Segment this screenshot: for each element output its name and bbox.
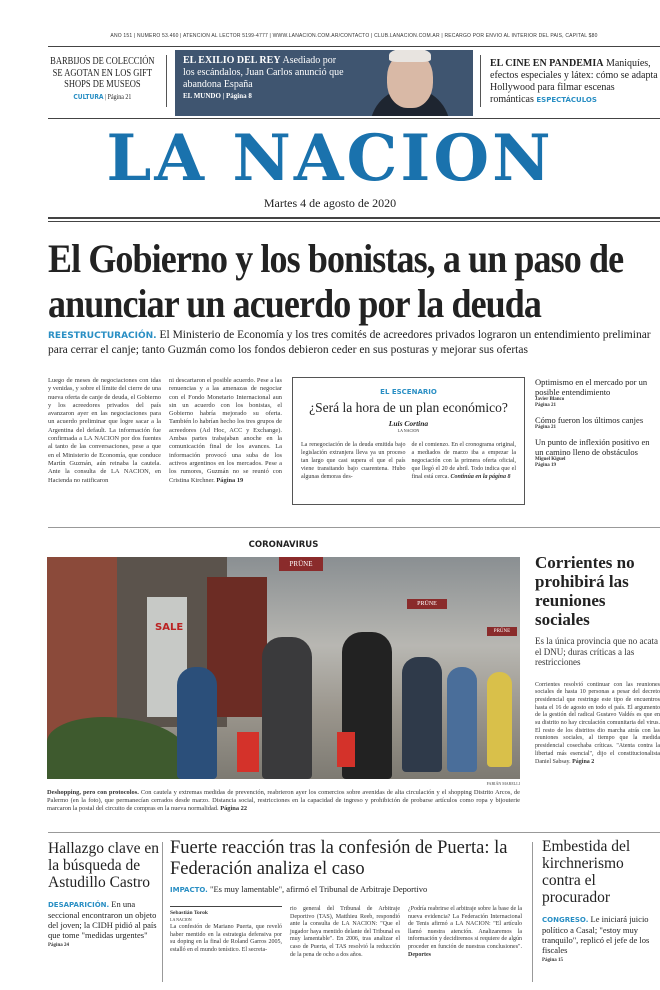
teaser-page: Página 21	[107, 92, 132, 101]
divider	[48, 221, 660, 222]
page-ref: Página 19	[216, 476, 244, 484]
sign-sale: SALE	[155, 622, 184, 633]
divider	[162, 842, 163, 982]
procurador-story[interactable]	[542, 838, 660, 964]
body-col-2: rio general del Tribunal de Arbitraje Deportivo (TAS), Matthieu Reeb, respondió ante la consulta de LA NACION: "Que el jugador haya mentido delante del Tribunal es muy lamentable". En 2006, tras analizar el caso de Puerta, el TAS resolvió la reducción de la pena de ocho a dos años.	[290, 906, 400, 958]
teaser-title: BARBIJOS DE COLECCIÓN SE AGOTAN EN LOS GIFT SHOPS DE MUSEOS	[50, 56, 155, 90]
story-body	[535, 682, 660, 767]
corrientes-story[interactable]	[535, 553, 660, 766]
sign-prune: PRÜNE	[407, 599, 447, 609]
divider	[480, 55, 481, 107]
lead-subhead-text: El Ministerio de Economía y los tres comités de acreedores privados lograron un entendimiento preliminar para cerrar el canje; tanto Guzmán como los fondos debieron ceder en sus posturas y mejorar sus ofertas	[48, 329, 651, 356]
divider	[166, 55, 167, 107]
teaser-page: Página 8	[225, 92, 252, 100]
photo-credit: FABIÁN MARELLI	[486, 781, 520, 786]
teaser-section: EL MUNDO	[183, 92, 221, 100]
page-ref: Página 24	[48, 943, 69, 948]
teaser-kicker: EL EXILIO DEL REY	[183, 55, 281, 66]
related-link[interactable]	[535, 437, 660, 469]
body-col-1: La confesión de Mariano Puerta, que reveló haber mentido en la estrategia defensiva por su doping en la final de Roland Garros 2005, estalló en el mundo tenístico. El secreta-	[170, 924, 282, 953]
link-page: Página 19	[535, 463, 556, 468]
story-deck: Es la única provincia que no acata el DNU; duras críticas a las restricciones	[535, 636, 658, 667]
analysis-section: EL ESCENARIO	[380, 388, 437, 396]
link-page: Página 21	[535, 425, 556, 430]
divider	[48, 46, 660, 47]
link-page: Página 21	[535, 403, 556, 408]
analysis-author: Luis Cortina	[388, 419, 429, 428]
story-text: En una seccional encontraron un objeto del joven; la CIDH pidió al país que tome "medidas urgentes"	[48, 899, 157, 940]
related-links	[535, 377, 660, 469]
divider	[48, 217, 660, 219]
analysis-title: ¿Será la hora de un plan económico?	[309, 400, 508, 415]
teaser-culture[interactable]: BARBIJOS DE COLECCIÓN SE AGOTAN EN LOS GIFT SHOPS DE MUSEOS CULTURA | Página 21	[45, 56, 160, 102]
lead-body-col-2	[169, 377, 282, 485]
story-headline: Fuerte reacción tras la confesión de Puerta: la Federación analiza el caso	[170, 838, 508, 879]
top-info-line: AÑO 151 | NÚMERO 53.460 | ATENCIÓN AL LECTOR 5199-4777 | WWW.LANACION.COM.AR/CONTACTO | CLUB.LANACION.COM.AR | RECARGO POR ENVÍO AL INTERIOR DEL PAÍS, CAPITAL $80	[110, 33, 598, 39]
body-text: ni descartaron el posible acuerdo. Pese a las renuencias y a las amenazas de negociar con el Fondo Monetario Internacional aun sin un acuerdo con los bonistas, el Gobierno habría mejorado su oferta. También lo habrían hecho los tres grupos de acreedores (Ad Hoc, ACC y Exchange). Ambas partes trabajaban anoche en la comunicación final de los avances. La información provocó una suba de los activos argentinos en los mercados. Pese a los rumores, Guzmán no se reunió con Cristina Kirchner.	[169, 377, 282, 484]
issue-date: Martes 4 de agosto de 2020	[263, 196, 397, 210]
lead-body-col-1: Luego de meses de negociaciones con idas y venidas, y sobre el límite del cierre de una nueva oferta de canje de deuda, el Gobierno y los acreedores privados del país avanzaron ayer en las negociaciones para un acuerdo preliminar que logre sacar a la Argentina del default. La información fue confirmada a LA NACION por dos fuentes al tanto de las conversaciones, pese a que en el Ministerio de Economía, que conduce Martín Guzmán, aún reinaba la cautela. Ante la consulta de LA NACION, en Hacienda no ratificaron	[48, 377, 161, 484]
lead-headline[interactable]: El Gobierno y los bonistas, a un paso de anunciar un acuerdo por la deuda	[48, 236, 624, 326]
page-ref: Página 2	[572, 758, 595, 765]
link-title: Optimismo en el mercado por un posible entendimiento	[535, 377, 648, 397]
divider	[48, 527, 660, 528]
story-headline: Embestida del kirchnerismo contra el procurador	[542, 838, 631, 906]
page-ref: Deportes	[408, 951, 431, 958]
teaser-section: ESPECTÁCULOS	[536, 96, 597, 104]
divider	[48, 832, 660, 833]
story-kicker: CONGRESO.	[542, 916, 589, 924]
sign-prune: PRÜNE	[487, 627, 517, 636]
teaser-king-banner[interactable]: EL EXILIO DEL REY Asediado por los escándalos, Juan Carlos anunció que abandona España EL MUNDO | Página 8	[175, 50, 473, 116]
analysis-col-1: La renegociación de la deuda emitida bajo legislación extranjera lleva ya un proceso tan largo que casi supera el que el país viene transitando bajo cuarentena. Hubo algunas demoras des-	[301, 442, 406, 480]
teaser-kicker: EL CINE EN PANDEMIA	[490, 58, 604, 69]
story-text: Le iniciará juicio político a Casal; "estoy muy tranquilo", replicó el jefe de los fiscales	[542, 914, 650, 955]
byline: Sebastián Torok	[170, 910, 208, 916]
puerta-story[interactable]	[170, 838, 522, 959]
body-text: Corrientes resolvió continuar con las reuniones sociales de hasta 10 personas a pesar del decreto presidencial que restringe este tipo de encuentros hasta el 16 de agosto en todo el país. El argumento de la gestión del radical Gustavo Valdés es que en su distrito no hay circulación comunitaria del virus. El resto de los distritos dio marcha atrás con las reuniones sociales, al tiempo que la medida presidencial cosechaba críticas. "Atenta contra la libertad más esencial", dijo el constitucionalista Daniel Sabsay.	[535, 681, 660, 765]
divider	[48, 118, 660, 119]
divider	[532, 842, 533, 982]
related-link[interactable]	[535, 415, 660, 431]
body-text: ¿Podría reabrirse el arbitraje sobre la base de la nueva evidencia? La Federación Internacional de Tenis afirmó a LA NACION: "El artículo llamó nuestra atención. Analizaremos la información y decidiremos si requiere de algún proceder en función de nuestras conclusiones".	[408, 906, 522, 950]
caption-kicker: Deshopping, pero con protocolos.	[47, 789, 139, 796]
link-author: Miguel Kiguel	[535, 457, 566, 462]
astudillo-story[interactable]	[48, 840, 160, 949]
sign-prune: PRÜNE	[279, 557, 323, 571]
analysis-col-2	[412, 441, 517, 481]
lead-story	[48, 236, 660, 357]
body-col-3	[408, 906, 522, 959]
link-author: Javier Blanco	[535, 397, 565, 402]
body-text: de el comienzo. En el cronograma original, a mediados de marzo iba a empezar la negociación con la primera oferta oficial, que llegó el 20 de abril. Todo indica que el final está cerca.	[411, 442, 516, 480]
masthead-logo[interactable]: LA NACION	[106, 121, 554, 196]
related-link[interactable]	[535, 377, 660, 409]
page-ref: Página 15	[542, 958, 563, 963]
teaser-section: CULTURA	[73, 92, 104, 101]
story-kicker: IMPACTO.	[170, 886, 208, 894]
caption-text: Con cautela y extremas medidas de prevención, reabrieron ayer los comercios sobre avenidas de alta circulación y el shopping Distrito Arcos, de Palermo (en la foto), que permanecían cerrados desde marzo. Distancia social, restricciones en la capacidad de ingreso y prohibición de probarse artículos como ropa y bijouterie marcaron la postal del circuito de compras en la nueva normalidad.	[47, 789, 520, 813]
link-title: Un punto de inflexión positivo en un camino lleno de obstáculos	[535, 437, 650, 457]
outlet: LA NACION	[170, 917, 192, 922]
shopping-street-photo[interactable]	[47, 557, 520, 779]
lead-kicker: REESTRUCTURACIÓN.	[48, 331, 157, 341]
section-label: CORONAVIRUS	[248, 540, 319, 550]
teaser-text: Asediado por los escándalos, Juan Carlos anunció que abandona España	[183, 55, 344, 90]
photo-caption	[47, 789, 520, 814]
story-kicker: DESAPARICIÓN.	[48, 901, 110, 909]
link-title: Cómo fueron los últimos canjes	[535, 415, 644, 425]
story-deck: "Es muy lamentable", afirmó el Tribunal de Arbitraje Deportivo	[209, 884, 428, 894]
page-ref: Página 22	[220, 805, 248, 813]
lead-subhead	[48, 328, 658, 357]
story-headline: Hallazgo clave en la búsqueda de Astudillo Castro	[48, 840, 160, 891]
story-headline: Corrientes no prohibirá las reuniones sociales	[535, 553, 635, 629]
teaser-cinema[interactable]	[490, 58, 660, 106]
teaser-text: Maniquíes, efectos especiales y látex: cómo se adapta Hollywood para filmar escenas románticas	[490, 58, 658, 105]
analysis-box[interactable]	[292, 377, 525, 505]
king-portrait-image	[365, 50, 455, 116]
analysis-outlet: LA NACION	[397, 428, 420, 433]
continue-ref: Continúa en la página 8	[450, 474, 511, 480]
